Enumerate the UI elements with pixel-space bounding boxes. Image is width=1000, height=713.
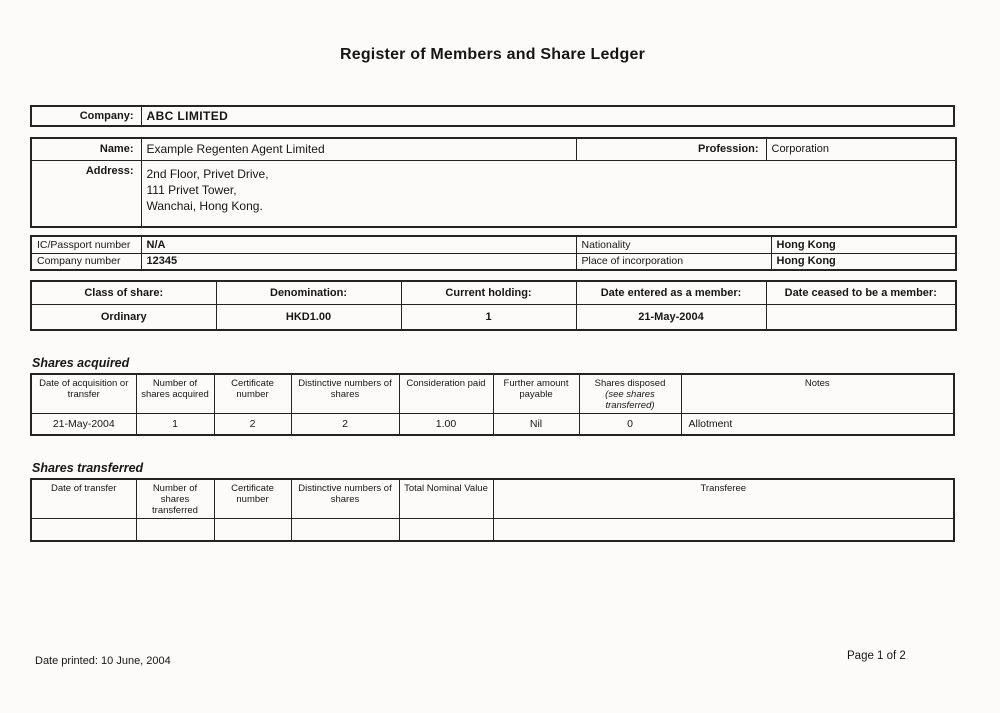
profession-value: Corporation	[766, 138, 956, 160]
address-line-2: 111 Privet Tower,	[146, 182, 237, 197]
share-class-table	[30, 280, 957, 331]
page-number: Page 1 of 2	[847, 650, 906, 662]
shares-transferred-title: Shares transferred	[32, 460, 144, 475]
incorporation-value: Hong Kong	[771, 253, 956, 270]
current-holding-value: 1	[401, 304, 576, 330]
acq-shares-disposed-value: 0	[579, 414, 681, 435]
member-name-value: Example Regenten Agent Limited	[141, 138, 576, 160]
shares-acquired-title: Shares acquired	[32, 356, 130, 370]
table-row	[31, 253, 956, 270]
denomination-header: Denomination:	[216, 281, 401, 304]
acq-date-value: 21-May-2004	[31, 414, 136, 435]
tra-number-value	[136, 519, 214, 541]
shares-disposed-header-note: (see shares transferred)	[605, 389, 655, 411]
acq-number-header: Number of shares acquired	[136, 374, 214, 414]
acq-consideration-value: 1.00	[399, 414, 493, 435]
company-number-value: 12345	[141, 253, 576, 270]
tra-distinctive-value	[291, 519, 399, 541]
table-header-row	[31, 374, 954, 414]
table-row	[31, 236, 956, 253]
class-of-share-header: Class of share:	[31, 281, 216, 304]
acq-further-amount-header: Further amount payable	[493, 374, 579, 414]
address-value	[141, 160, 956, 227]
name-label: Name:	[31, 138, 141, 160]
address-line-3: Wanchai, Hong Kong.	[146, 198, 263, 213]
acq-certificate-header: Certificate number	[214, 374, 291, 414]
tra-date-value	[31, 519, 136, 541]
table-row	[31, 519, 954, 541]
table-row	[31, 414, 954, 435]
address-label: Address:	[31, 160, 141, 227]
shares-acquired-table	[30, 373, 955, 436]
table-header-row	[31, 479, 954, 519]
identity-table	[30, 235, 957, 271]
acq-consideration-header: Consideration paid	[399, 374, 493, 414]
tra-nominal-value-header: Total Nominal Value	[399, 479, 493, 519]
tra-distinctive-header: Distinctive numbers of shares	[291, 479, 399, 519]
incorporation-label: Place of incorporation	[576, 253, 771, 270]
company-value: ABC LIMITED	[141, 106, 954, 126]
nationality-value: Hong Kong	[771, 236, 956, 253]
tra-number-header: Number of shares transferred	[136, 479, 214, 519]
shares-transferred-table	[30, 478, 955, 542]
acq-distinctive-value: 2	[291, 414, 399, 435]
tra-date-header: Date of transfer	[31, 479, 136, 519]
date-entered-header: Date entered as a member:	[576, 281, 766, 304]
tra-certificate-value	[214, 519, 291, 541]
current-holding-header: Current holding:	[401, 281, 576, 304]
member-details-table	[30, 137, 957, 228]
profession-label: Profession:	[576, 138, 766, 160]
ic-passport-label: IC/Passport number	[31, 236, 141, 253]
denomination-value: HKD1.00	[216, 304, 401, 330]
acq-shares-disposed-header	[579, 374, 681, 414]
acq-distinctive-header: Distinctive numbers of shares	[291, 374, 399, 414]
date-entered-value: 21-May-2004	[576, 304, 766, 330]
page-title: Register of Members and Share Ledger	[339, 46, 646, 63]
acq-certificate-value: 2	[214, 414, 291, 435]
date-ceased-header: Date ceased to be a member:	[766, 281, 956, 304]
address-line-1: 2nd Floor, Privet Drive,	[146, 166, 269, 181]
ic-passport-value: N/A	[141, 236, 576, 253]
tra-nominal-value-value	[399, 519, 493, 541]
acq-date-header: Date of acquisition or transfer	[31, 374, 136, 414]
tra-certificate-header: Certificate number	[214, 479, 291, 519]
class-of-share-value: Ordinary	[31, 304, 216, 330]
acq-notes-value: Allotment	[681, 414, 954, 435]
company-table	[30, 105, 955, 127]
tra-transferee-value	[493, 519, 954, 541]
company-label: Company:	[31, 106, 141, 126]
table-row	[31, 304, 956, 330]
acq-notes-header: Notes	[681, 374, 954, 414]
date-printed: Date printed: 10 June, 2004	[35, 655, 171, 667]
acq-number-value: 1	[136, 414, 214, 435]
tra-transferee-header: Transferee	[493, 479, 954, 519]
shares-disposed-header-text: Shares disposed	[594, 378, 666, 389]
table-header-row	[31, 281, 956, 304]
date-ceased-value	[766, 304, 956, 330]
company-number-label: Company number	[31, 253, 141, 270]
acq-further-amount-value: Nil	[493, 414, 579, 435]
nationality-label: Nationality	[576, 236, 771, 253]
